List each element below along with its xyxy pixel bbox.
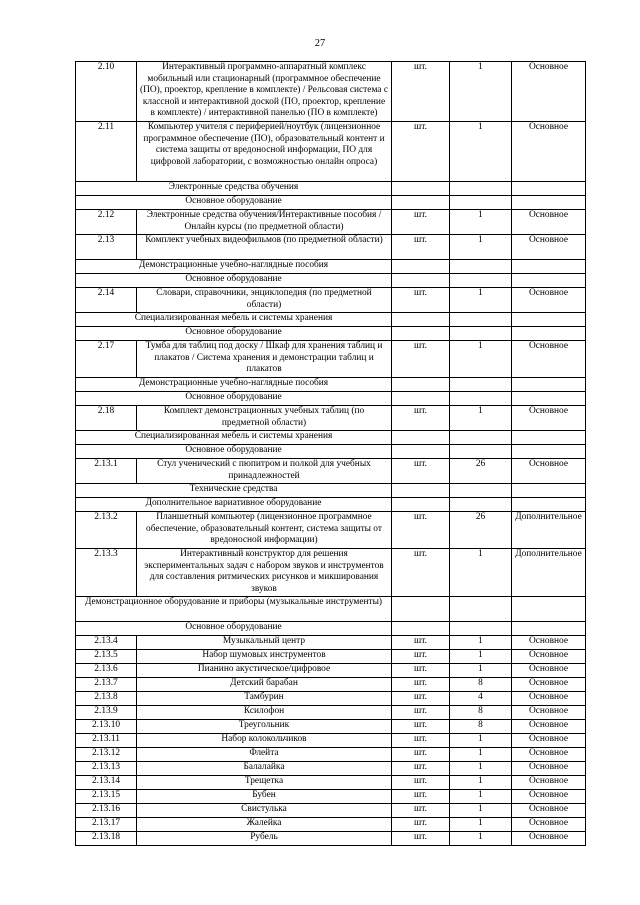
empty-cell xyxy=(512,622,586,636)
item-number: 2.13.9 xyxy=(76,706,137,720)
table-row xyxy=(76,804,586,818)
empty-cell xyxy=(450,182,512,196)
item-kind: Основное xyxy=(512,832,586,846)
empty-cell xyxy=(392,597,450,622)
item-unit: шт. xyxy=(392,406,450,431)
item-name: Комплект демонстрационных учебных таблиц (по предметной области) xyxy=(137,406,392,431)
table-row xyxy=(76,692,586,706)
table-row xyxy=(76,459,586,484)
item-number: 2.13.11 xyxy=(76,734,137,748)
empty-cell xyxy=(392,327,450,341)
empty-cell xyxy=(450,484,512,498)
equipment-table xyxy=(75,61,586,846)
item-number: 2.11 xyxy=(76,122,137,182)
item-kind: Основное xyxy=(512,818,586,832)
table-row xyxy=(76,122,586,182)
item-name: Планшетный компьютер (лицензионное программное обеспечение, образовательный контент, система защиты от вредоносной информации) xyxy=(137,512,392,549)
empty-cell xyxy=(512,597,586,622)
item-unit: шт. xyxy=(392,804,450,818)
item-name: Балалайка xyxy=(137,762,392,776)
item-kind: Основное xyxy=(512,748,586,762)
item-unit: шт. xyxy=(392,734,450,748)
section-title: Специализированная мебель и системы хранения xyxy=(76,431,392,445)
table-row xyxy=(76,341,586,378)
item-kind: Дополнительное xyxy=(512,512,586,549)
section-row xyxy=(76,484,586,498)
section-row xyxy=(76,378,586,392)
empty-cell xyxy=(450,498,512,512)
item-unit: шт. xyxy=(392,288,450,313)
item-quantity: 1 xyxy=(450,734,512,748)
item-quantity: 1 xyxy=(450,790,512,804)
item-name: Свистулька xyxy=(137,804,392,818)
item-name: Электронные средства обучения/Интерактивные пособия / Онлайн курсы (по предметной области) xyxy=(137,210,392,235)
item-quantity: 1 xyxy=(450,818,512,832)
section-row xyxy=(76,392,586,406)
page-number: 27 xyxy=(314,38,326,49)
table-row xyxy=(76,762,586,776)
item-quantity: 26 xyxy=(450,512,512,549)
section-title: Демонстрационное оборудование и приборы (музыкальные инструменты) xyxy=(76,597,392,622)
item-number: 2.13.18 xyxy=(76,832,137,846)
item-number: 2.17 xyxy=(76,341,137,378)
item-quantity: 8 xyxy=(450,678,512,692)
item-number: 2.13.3 xyxy=(76,549,137,597)
empty-cell xyxy=(512,392,586,406)
table-row xyxy=(76,210,586,235)
empty-cell xyxy=(450,445,512,459)
empty-cell xyxy=(392,196,450,210)
item-kind: Основное xyxy=(512,235,586,260)
empty-cell xyxy=(512,484,586,498)
empty-cell xyxy=(392,498,450,512)
item-name: Бубен xyxy=(137,790,392,804)
item-name: Музыкальный центр xyxy=(137,636,392,650)
item-unit: шт. xyxy=(392,776,450,790)
empty-cell xyxy=(512,196,586,210)
empty-cell xyxy=(392,182,450,196)
empty-cell xyxy=(392,274,450,288)
empty-cell xyxy=(392,445,450,459)
item-unit: шт. xyxy=(392,692,450,706)
table-row xyxy=(76,62,586,122)
item-kind: Основное xyxy=(512,790,586,804)
empty-cell xyxy=(512,445,586,459)
table-row xyxy=(76,734,586,748)
item-name: Словари, справочники, энциклопедия (по предметной области) xyxy=(137,288,392,313)
item-kind: Дополнительное xyxy=(512,549,586,597)
item-kind: Основное xyxy=(512,406,586,431)
item-quantity: 1 xyxy=(450,62,512,122)
item-unit: шт. xyxy=(392,706,450,720)
item-unit: шт. xyxy=(392,122,450,182)
item-quantity: 8 xyxy=(450,720,512,734)
item-unit: шт. xyxy=(392,720,450,734)
item-quantity: 1 xyxy=(450,832,512,846)
item-quantity: 1 xyxy=(450,762,512,776)
item-unit: шт. xyxy=(392,818,450,832)
item-unit: шт. xyxy=(392,762,450,776)
empty-cell xyxy=(512,182,586,196)
item-kind: Основное xyxy=(512,804,586,818)
empty-cell xyxy=(392,484,450,498)
section-title: Электронные средства обучения xyxy=(76,182,392,196)
item-quantity: 1 xyxy=(450,235,512,260)
item-unit: шт. xyxy=(392,748,450,762)
section-row xyxy=(76,260,586,274)
empty-cell xyxy=(450,313,512,327)
section-title: Основное оборудование xyxy=(76,445,392,459)
item-name: Комплект учебных видеофильмов (по предметной области) xyxy=(137,235,392,260)
item-name: Тумба для таблиц под доску / Шкаф для хранения таблиц и плакатов / Система хранения и демонстрации таблиц и плакатов xyxy=(137,341,392,378)
table-row xyxy=(76,650,586,664)
section-title: Основное оборудование xyxy=(76,392,392,406)
item-kind: Основное xyxy=(512,776,586,790)
item-number: 2.18 xyxy=(76,406,137,431)
item-number: 2.13.6 xyxy=(76,664,137,678)
item-number: 2.13.10 xyxy=(76,720,137,734)
section-row xyxy=(76,622,586,636)
item-number: 2.10 xyxy=(76,62,137,122)
item-name: Интерактивный конструктор для решения экспериментальных задач с набором звуков и инструментов для составления ритмических рисунков и микширования звуков xyxy=(137,549,392,597)
item-name: Жалейка xyxy=(137,818,392,832)
item-name: Трещетка xyxy=(137,776,392,790)
section-row xyxy=(76,498,586,512)
section-title: Основное оборудование xyxy=(76,622,392,636)
item-unit: шт. xyxy=(392,62,450,122)
section-title: Основное оборудование xyxy=(76,327,392,341)
section-title: Основное оборудование xyxy=(76,274,392,288)
item-number: 2.13.7 xyxy=(76,678,137,692)
item-number: 2.13.4 xyxy=(76,636,137,650)
table-row xyxy=(76,678,586,692)
item-name: Треугольник xyxy=(137,720,392,734)
empty-cell xyxy=(450,622,512,636)
section-title: Специализированная мебель и системы хранения xyxy=(76,313,392,327)
item-name: Стул ученический с пюпитром и полкой для учебных принадлежностей xyxy=(137,459,392,484)
item-name: Тамбурин xyxy=(137,692,392,706)
empty-cell xyxy=(512,313,586,327)
empty-cell xyxy=(512,498,586,512)
item-number: 2.12 xyxy=(76,210,137,235)
item-unit: шт. xyxy=(392,210,450,235)
item-kind: Основное xyxy=(512,734,586,748)
empty-cell xyxy=(450,274,512,288)
item-kind: Основное xyxy=(512,122,586,182)
item-kind: Основное xyxy=(512,720,586,734)
item-quantity: 1 xyxy=(450,406,512,431)
item-number: 2.13.16 xyxy=(76,804,137,818)
section-title: Основное оборудование xyxy=(76,196,392,210)
table-row xyxy=(76,235,586,260)
item-quantity: 1 xyxy=(450,748,512,762)
item-name: Набор шумовых инструментов xyxy=(137,650,392,664)
empty-cell xyxy=(512,327,586,341)
table-row xyxy=(76,720,586,734)
section-row xyxy=(76,327,586,341)
item-kind: Основное xyxy=(512,341,586,378)
empty-cell xyxy=(450,327,512,341)
section-row xyxy=(76,182,586,196)
item-quantity: 1 xyxy=(450,664,512,678)
item-unit: шт. xyxy=(392,459,450,484)
section-row xyxy=(76,313,586,327)
item-kind: Основное xyxy=(512,678,586,692)
item-unit: шт. xyxy=(392,664,450,678)
empty-cell xyxy=(512,378,586,392)
item-quantity: 1 xyxy=(450,549,512,597)
empty-cell xyxy=(450,196,512,210)
empty-cell xyxy=(392,313,450,327)
item-name: Ксилофон xyxy=(137,706,392,720)
empty-cell xyxy=(392,378,450,392)
table-row xyxy=(76,776,586,790)
item-unit: шт. xyxy=(392,636,450,650)
item-name: Набор колокольчиков xyxy=(137,734,392,748)
item-number: 2.13.8 xyxy=(76,692,137,706)
item-kind: Основное xyxy=(512,650,586,664)
item-unit: шт. xyxy=(392,832,450,846)
item-number: 2.13.17 xyxy=(76,818,137,832)
section-title: Демонстрационные учебно-наглядные пособия xyxy=(76,260,392,274)
table-row xyxy=(76,832,586,846)
table-row xyxy=(76,664,586,678)
empty-cell xyxy=(392,431,450,445)
item-unit: шт. xyxy=(392,512,450,549)
item-name: Флейта xyxy=(137,748,392,762)
section-row xyxy=(76,431,586,445)
item-name: Рубель xyxy=(137,832,392,846)
item-unit: шт. xyxy=(392,790,450,804)
item-kind: Основное xyxy=(512,288,586,313)
item-number: 2.13 xyxy=(76,235,137,260)
item-kind: Основное xyxy=(512,210,586,235)
item-kind: Основное xyxy=(512,664,586,678)
table-row xyxy=(76,706,586,720)
item-unit: шт. xyxy=(392,678,450,692)
table-row xyxy=(76,512,586,549)
item-kind: Основное xyxy=(512,762,586,776)
item-quantity: 1 xyxy=(450,776,512,790)
table-row xyxy=(76,748,586,762)
section-row xyxy=(76,196,586,210)
item-unit: шт. xyxy=(392,650,450,664)
table-row xyxy=(76,406,586,431)
empty-cell xyxy=(392,392,450,406)
section-title: Демонстрационные учебно-наглядные пособия xyxy=(76,378,392,392)
empty-cell xyxy=(450,378,512,392)
table-row xyxy=(76,790,586,804)
item-quantity: 26 xyxy=(450,459,512,484)
section-row xyxy=(76,597,586,622)
item-quantity: 1 xyxy=(450,341,512,378)
section-row xyxy=(76,274,586,288)
table-row xyxy=(76,288,586,313)
empty-cell xyxy=(512,274,586,288)
item-kind: Основное xyxy=(512,62,586,122)
item-name: Пианино акустическое/цифровое xyxy=(137,664,392,678)
item-unit: шт. xyxy=(392,341,450,378)
item-number: 2.13.15 xyxy=(76,790,137,804)
item-number: 2.13.5 xyxy=(76,650,137,664)
empty-cell xyxy=(392,622,450,636)
item-kind: Основное xyxy=(512,706,586,720)
item-unit: шт. xyxy=(392,235,450,260)
table-row xyxy=(76,549,586,597)
item-quantity: 1 xyxy=(450,288,512,313)
item-quantity: 1 xyxy=(450,122,512,182)
item-number: 2.13.2 xyxy=(76,512,137,549)
empty-cell xyxy=(450,260,512,274)
equipment-table-body xyxy=(76,62,586,846)
item-kind: Основное xyxy=(512,459,586,484)
item-quantity: 8 xyxy=(450,706,512,720)
item-quantity: 1 xyxy=(450,804,512,818)
section-title: Дополнительное вариативное оборудование xyxy=(76,498,392,512)
item-name: Компьютер учителя с периферией/ноутбук (лицензионное программное обеспечение (ПО), образовательный контент и система защиты от вредоносной информации, ПО для цифровой лаборатории, с возможностью онлайн опроса) xyxy=(137,122,392,182)
item-quantity: 1 xyxy=(450,210,512,235)
item-quantity: 1 xyxy=(450,636,512,650)
item-quantity: 1 xyxy=(450,650,512,664)
item-kind: Основное xyxy=(512,692,586,706)
item-number: 2.13.12 xyxy=(76,748,137,762)
section-title: Технические средства xyxy=(76,484,392,498)
empty-cell xyxy=(392,260,450,274)
item-quantity: 4 xyxy=(450,692,512,706)
empty-cell xyxy=(512,431,586,445)
table-row xyxy=(76,818,586,832)
section-row xyxy=(76,445,586,459)
item-name: Детский барабан xyxy=(137,678,392,692)
table-row xyxy=(76,636,586,650)
item-number: 2.13.1 xyxy=(76,459,137,484)
empty-cell xyxy=(450,597,512,622)
empty-cell xyxy=(512,260,586,274)
item-name: Интерактивный программно-аппаратный комплекс мобильный или стационарный (программное обеспечение (ПО), проектор, крепление в комплекте) / Рельсовая система с классной и интерактивной доской (ПО, проектор, крепление в комплекте) / интерактивной панелью (ПО в комплекте) xyxy=(137,62,392,122)
empty-cell xyxy=(450,392,512,406)
item-unit: шт. xyxy=(392,549,450,597)
item-number: 2.14 xyxy=(76,288,137,313)
empty-cell xyxy=(450,431,512,445)
item-kind: Основное xyxy=(512,636,586,650)
item-number: 2.13.13 xyxy=(76,762,137,776)
item-number: 2.13.14 xyxy=(76,776,137,790)
